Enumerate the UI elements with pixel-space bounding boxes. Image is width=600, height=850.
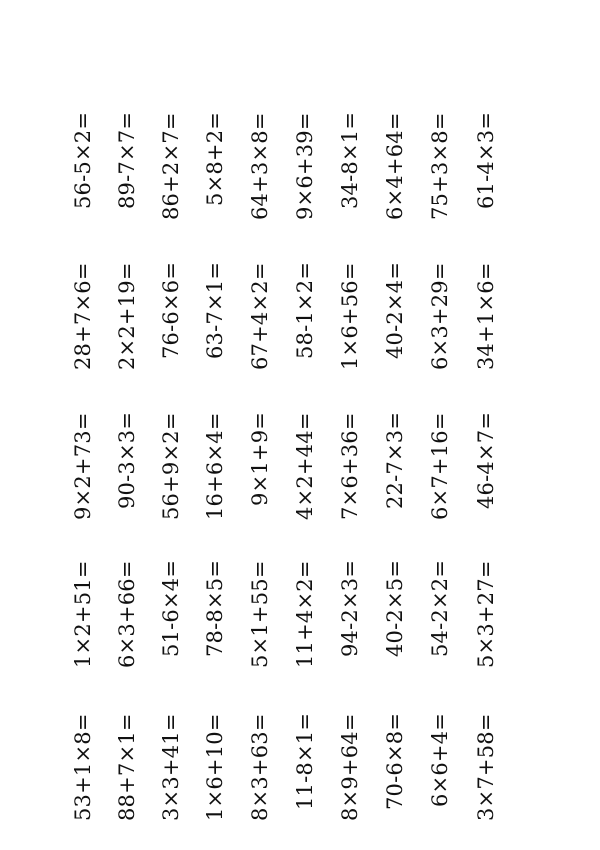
math-problem: 70-6×8= bbox=[383, 712, 407, 810]
math-problem: 51-6×4= bbox=[159, 559, 183, 657]
math-problem: 8×9+64= bbox=[338, 713, 362, 821]
math-problem: 61-4×3= bbox=[474, 111, 498, 209]
math-problem: 64+3×8= bbox=[248, 112, 272, 220]
math-problem: 34-8×1= bbox=[338, 111, 362, 209]
math-problem: 63-7×1= bbox=[203, 261, 227, 359]
math-problem: 6×4+64= bbox=[383, 112, 407, 220]
math-problem: 2×2+19= bbox=[115, 262, 139, 370]
math-problem: 40-2×5= bbox=[383, 559, 407, 657]
math-problem: 11+4×2= bbox=[293, 560, 317, 668]
math-problem: 8×3+63= bbox=[248, 713, 272, 821]
math-problem: 54-2×2= bbox=[428, 559, 452, 657]
math-problem: 3×7+58= bbox=[474, 713, 498, 821]
math-problem: 9×6+39= bbox=[293, 112, 317, 220]
math-problem: 88+7×1= bbox=[115, 713, 139, 821]
math-problem: 89-7×7= bbox=[115, 111, 139, 209]
math-problem: 5×1+55= bbox=[248, 560, 272, 668]
math-problem: 40-2×4= bbox=[383, 261, 407, 359]
math-problem: 7×6+36= bbox=[338, 412, 362, 520]
math-problem: 78-8×5= bbox=[203, 559, 227, 657]
math-problem: 56-5×2= bbox=[71, 111, 95, 209]
math-problem: 3×3+41= bbox=[159, 713, 183, 821]
math-problem: 86+2×7= bbox=[159, 112, 183, 220]
math-problem: 90-3×3= bbox=[115, 411, 139, 509]
math-problem: 6×3+29= bbox=[428, 262, 452, 370]
math-problem: 1×6+10= bbox=[203, 713, 227, 821]
math-problem: 76-6×6= bbox=[159, 261, 183, 359]
math-problem: 1×2+51= bbox=[71, 560, 95, 668]
math-problem: 16+6×4= bbox=[203, 412, 227, 520]
math-problem: 5×8+2= bbox=[203, 111, 227, 206]
math-problem: 6×6+4= bbox=[428, 712, 452, 807]
math-problem: 94-2×3= bbox=[338, 559, 362, 657]
math-problem: 1×6+56= bbox=[338, 262, 362, 370]
math-problem: 58-1×2= bbox=[293, 261, 317, 359]
math-problem: 28+7×6= bbox=[71, 262, 95, 370]
math-problem: 6×3+66= bbox=[115, 560, 139, 668]
math-problem: 75+3×8= bbox=[428, 112, 452, 220]
math-problem: 67+4×2= bbox=[248, 262, 272, 370]
math-problem: 53+1×8= bbox=[71, 713, 95, 821]
math-problem: 4×2+44= bbox=[293, 412, 317, 520]
math-problem: 11-8×1= bbox=[293, 712, 317, 810]
math-problem: 9×1+9= bbox=[248, 411, 272, 506]
math-problem: 46-4×7= bbox=[474, 411, 498, 509]
math-problem: 9×2+73= bbox=[71, 412, 95, 520]
math-problem: 34+1×6= bbox=[474, 262, 498, 370]
math-problem: 6×7+16= bbox=[428, 412, 452, 520]
math-problem: 22-7×3= bbox=[383, 411, 407, 509]
math-problem: 5×3+27= bbox=[474, 560, 498, 668]
math-problem: 56+9×2= bbox=[159, 412, 183, 520]
